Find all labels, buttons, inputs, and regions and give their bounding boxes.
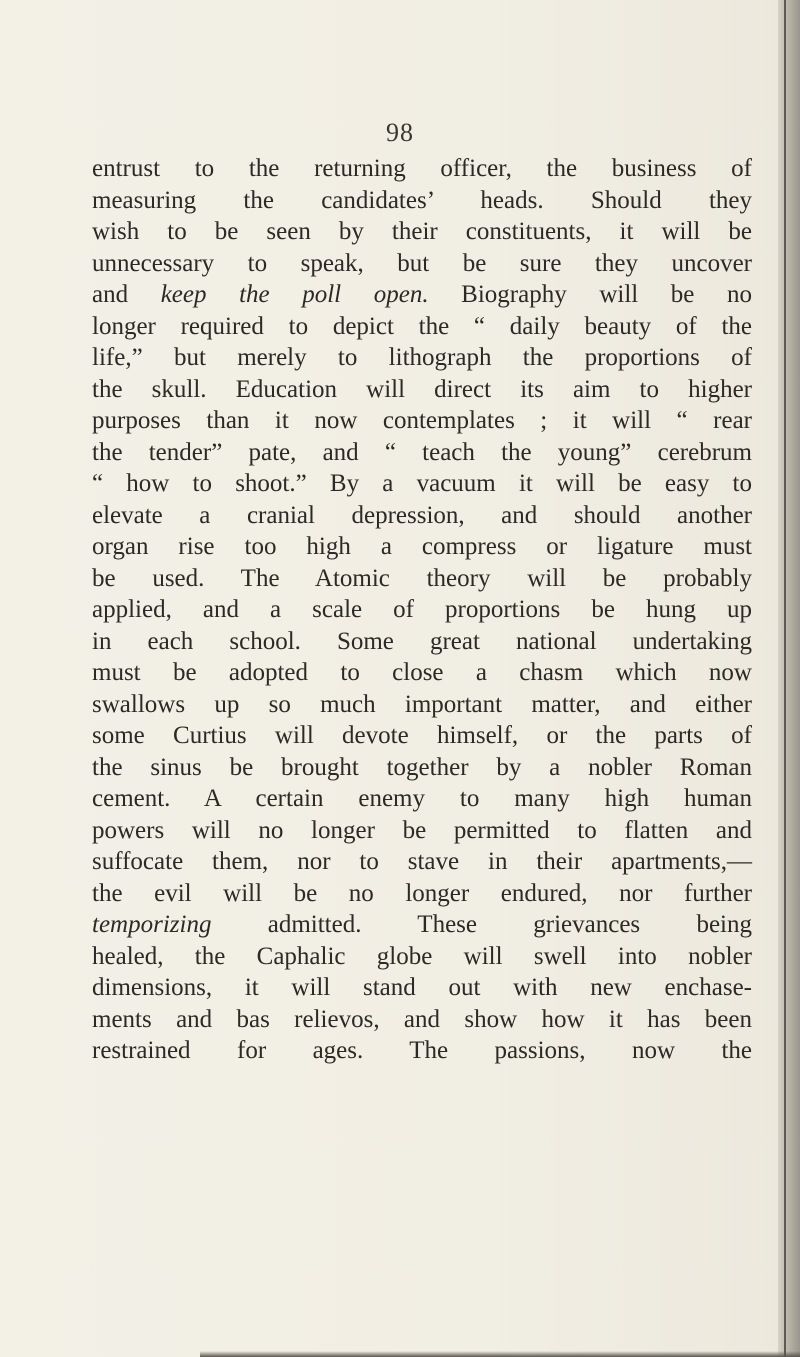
text-segment: measuring the candidates’ heads. Should they	[92, 186, 752, 214]
text-segment: in each school. Some great national undertaking	[92, 627, 752, 655]
text-segment: healed, the Caphalic globe will swell into nobler	[92, 942, 752, 970]
text-line	[92, 311, 752, 343]
text-segment: some Curtius will devote himself, or the parts of	[92, 722, 752, 749]
text-segment: dimensions, it will stand out with new enchase-	[92, 974, 752, 1001]
text-segment: and	[92, 281, 161, 308]
text-segment: be used. The Atomic theory will be probably	[92, 564, 752, 592]
text-segment: the evil will be no longer endured, nor further	[92, 879, 752, 907]
text-segment: organ rise too high a compress or ligature must	[92, 533, 752, 560]
text-segment: elevate a cranial depression, and should another	[92, 501, 752, 529]
text-line	[92, 563, 752, 595]
text-line	[92, 909, 752, 941]
text-line	[92, 783, 752, 815]
text-segment: powers will no longer be permitted to flatten and	[92, 816, 752, 844]
text-line	[92, 941, 752, 973]
text-segment: “ how to shoot.” By a vacuum it will be easy to	[92, 470, 752, 497]
italic-text: temporizing	[92, 911, 212, 938]
text-line	[92, 720, 752, 752]
text-line	[92, 752, 752, 784]
text-line	[92, 531, 752, 563]
text-line	[92, 405, 752, 437]
text-segment: entrust to the returning officer, the business of	[92, 155, 752, 182]
text-line	[92, 248, 752, 280]
text-segment: life,” but merely to lithograph the proportions of	[92, 344, 752, 371]
text-line	[92, 437, 752, 469]
text-segment: swallows up so much important matter, and either	[92, 690, 752, 718]
text-segment: cement. A certain enemy to many high human	[92, 785, 752, 812]
text-segment: Biography will be no	[428, 281, 752, 308]
text-line	[92, 657, 752, 689]
text-line	[92, 342, 752, 374]
text-line	[92, 815, 752, 847]
text-segment: purposes than it now contemplates ; it will “ rear	[92, 407, 752, 434]
text-line	[92, 279, 752, 311]
text-segment: unnecessary to speak, but be sure they uncover	[92, 249, 752, 277]
page-number: 98	[386, 118, 414, 147]
text-segment: wish to be seen by their constituents, it will be	[92, 218, 752, 245]
text-line	[92, 626, 752, 658]
text-line	[92, 153, 752, 185]
text-segment: admitted. These grievances being	[211, 911, 752, 938]
text-segment: longer required to depict the “ daily beauty of the	[92, 312, 752, 340]
text-line	[92, 1035, 752, 1067]
text-line	[92, 972, 752, 1004]
body-text	[92, 153, 752, 1067]
text-line	[92, 1004, 752, 1036]
text-line	[92, 500, 752, 532]
text-line	[92, 374, 752, 406]
text-segment: the sinus be brought together by a nobler Roman	[92, 753, 752, 781]
italic-text: keep the poll open.	[160, 281, 429, 308]
text-line	[92, 878, 752, 910]
text-segment: suffocate them, nor to stave in their apartments,—	[92, 848, 752, 875]
text-line	[92, 846, 752, 878]
text-segment: applied, and a scale of proportions be hung up	[92, 596, 752, 623]
page-binding-line	[784, 0, 786, 1357]
text-line	[92, 216, 752, 248]
text-line	[92, 594, 752, 626]
text-segment: must be adopted to close a chasm which now	[92, 659, 752, 686]
text-segment: the skull. Education will direct its aim to higher	[92, 375, 752, 403]
page-right-edge	[778, 0, 800, 1357]
page-bottom-edge	[200, 1351, 800, 1357]
text-segment: restrained for ages. The passions, now the	[92, 1037, 752, 1064]
text-line	[92, 185, 752, 217]
text-segment: the tender” pate, and “ teach the young” cerebrum	[92, 438, 752, 466]
text-segment: ments and bas relievos, and show how it has been	[92, 1005, 752, 1033]
text-line	[92, 468, 752, 500]
text-line	[92, 689, 752, 721]
